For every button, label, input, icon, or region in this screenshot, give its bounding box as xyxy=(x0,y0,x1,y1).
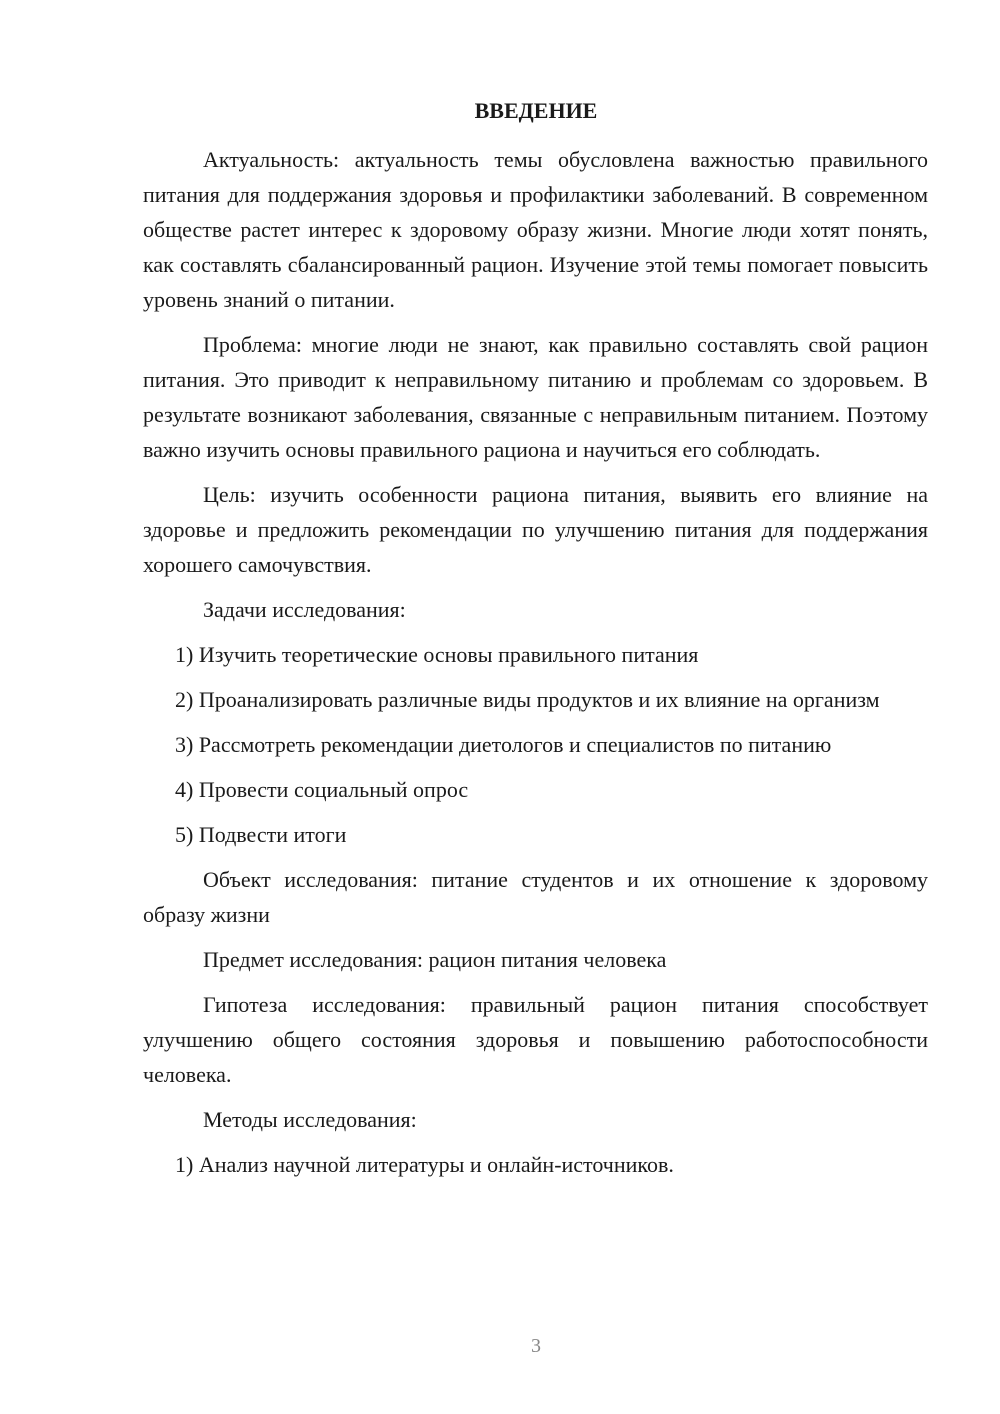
task-item: 4) Провести социальный опрос xyxy=(175,777,469,802)
methods-heading: Методы исследования: xyxy=(203,1107,417,1132)
task-item: 3) Рассмотреть рекомендации диетологов и специалистов по питанию xyxy=(175,732,832,757)
paragraph-subject: Предмет исследования: рацион питания человека xyxy=(203,947,667,972)
page-title: ВВЕДЕНИЕ xyxy=(474,98,598,123)
method-item: 1) Анализ научной литературы и онлайн-источников. xyxy=(175,1152,674,1177)
task-item: 1) Изучить теоретические основы правильного питания xyxy=(175,642,699,667)
page-number: 3 xyxy=(531,1335,541,1357)
paragraph-hypothesis: Гипотеза исследования: правильный рацион питания способствует улучшению общего состояния здоровья и повышению работоспособности человека. xyxy=(143,992,928,1087)
task-item: 2) Проанализировать различные виды продуктов и их влияние на организм xyxy=(175,687,880,712)
paragraph-problem: Проблема: многие люди не знают, как правильно составлять свой рацион питания. Это приводит к неправильному питанию и проблемам со здоровьем. В результате возникают заболевания, связанные с неправильным питанием. Поэтому важно изучить основы правильного рациона и научиться его соблюдать. xyxy=(143,332,928,462)
paragraph-goal: Цель: изучить особенности рациона питания, выявить его влияние на здоровье и предложить рекомендации по улучшению питания для поддержания хорошего самочувствия. xyxy=(143,482,928,577)
body-text xyxy=(143,142,928,1192)
paragraph-relevance: Актуальность: актуальность темы обусловлена важностью правильного питания для поддержания здоровья и профилактики заболеваний. В современном обществе растет интерес к здоровому образу жизни. Многие люди хотят понять, как составлять сбалансированный рацион. Изучение этой темы помогает повысить уровень знаний о питании. xyxy=(143,147,928,312)
task-item: 5) Подвести итоги xyxy=(175,822,347,847)
tasks-heading: Задачи исследования: xyxy=(203,597,406,622)
paragraph-object: Объект исследования: питание студентов и их отношение к здоровому образу жизни xyxy=(143,867,928,927)
